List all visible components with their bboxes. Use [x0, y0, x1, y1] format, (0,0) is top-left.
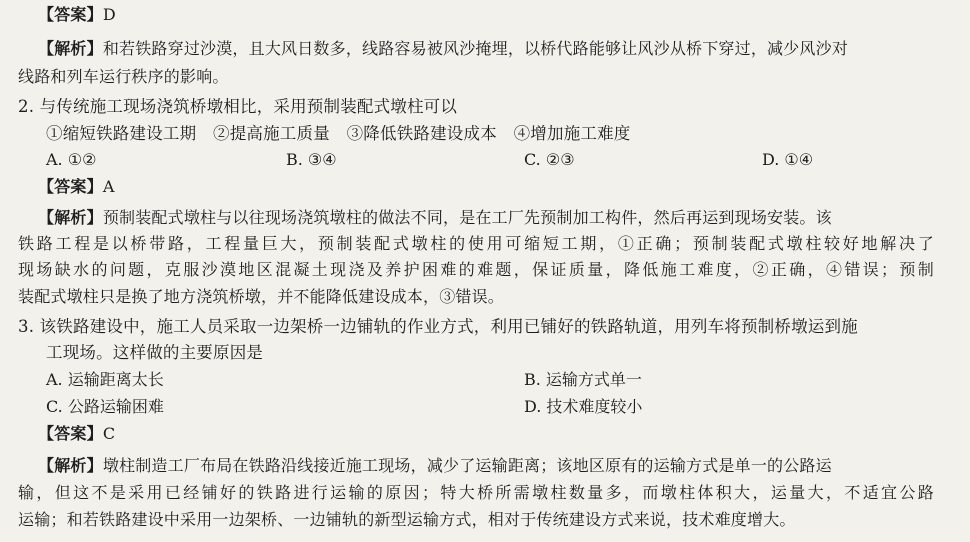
answer-line-q1 [38, 4, 116, 26]
question-3-option-b: B. 运输方式单一 [524, 370, 642, 389]
question-3-option-d: D. 技术难度较小 [524, 397, 643, 416]
answer-tag: 【答案】 [38, 5, 103, 24]
question-2-option-a: A. ①② [46, 150, 97, 169]
answer-tag: 【答案】 [38, 177, 103, 196]
answer-tag: 【答案】 [38, 424, 103, 443]
analysis-line-q2-4: 装配式墩柱只是换了地方浇筑桥墩，并不能降低建设成本，③错误。 [18, 287, 505, 306]
analysis-line-q3-2: 输，但这不是采用已经铺好的铁路进行运输的原因；特大桥所需墩柱数量多，而墩柱体积大，运量大，不适宜公路 [18, 483, 934, 502]
analysis-line-q3-3: 运输；和若铁路建设中采用一边架桥、一边铺轨的新型运输方式，相对于传统建设方式来说，技术难度增大。 [18, 510, 796, 529]
answer-value: C [102, 424, 116, 443]
analysis-tag: 【解析】 [38, 39, 103, 58]
question-3-option-a: A. 运输距离太长 [46, 370, 164, 389]
question-2-items: ①缩短铁路建设工期 ②提高施工质量 ③降低铁路建设成本 ④增加施工难度 [46, 124, 631, 143]
analysis-line-q1-1 [38, 38, 848, 60]
question-2-option-d: D. ①④ [762, 150, 814, 169]
question-3-stem-1: 3. 该铁路建设中，施工人员采取一边架桥一边铺轨的作业方式，利用已铺好的铁路轨道，用列车将预制桥墩运到施 [18, 317, 858, 336]
analysis-line-q1-2: 线路和列车运行秩序的影响。 [18, 67, 229, 86]
analysis-tag: 【解析】 [38, 456, 103, 475]
answer-value: D [102, 5, 116, 24]
question-3-option-c: C. 公路运输困难 [46, 397, 164, 416]
answer-line-q3 [38, 423, 115, 445]
analysis-tag: 【解析】 [38, 208, 103, 227]
question-2-option-c: C. ②③ [524, 150, 575, 169]
answer-value: A [102, 177, 115, 196]
question-2-option-b: B. ③④ [286, 150, 337, 169]
analysis-text: 预制装配式墩柱与以往现场浇筑墩柱的做法不同，是在工厂先预制加工构件，然后再运到现场安装。该 [102, 208, 832, 227]
answer-line-q2 [38, 176, 115, 198]
question-2-stem: 2. 与传统施工现场浇筑桥墩相比，采用预制装配式墩柱可以 [18, 97, 458, 116]
analysis-text: 墩柱制造工厂布局在铁路沿线接近施工现场，减少了运输距离；该地区原有的运输方式是单一的公路运 [102, 456, 832, 475]
analysis-text: 和若铁路穿过沙漠，且大风日数多，线路容易被风沙掩埋，以桥代路能够让风沙从桥下穿过，减少风沙对 [102, 39, 849, 58]
analysis-line-q2-3: 现场缺水的问题，克服沙漠地区混凝土现浇及养护困难的难题，保证质量，降低施工难度，②正确，④错误；预制 [18, 260, 934, 279]
analysis-line-q3-1 [38, 455, 832, 477]
analysis-line-q2-1 [38, 207, 934, 229]
question-3-stem-2: 工现场。这样做的主要原因是 [46, 343, 264, 362]
analysis-line-q2-2: 铁路工程是以桥带路，工程量巨大，预制装配式墩柱的使用可缩短工期，①正确；预制装配式墩柱较好地解决了 [18, 234, 934, 253]
